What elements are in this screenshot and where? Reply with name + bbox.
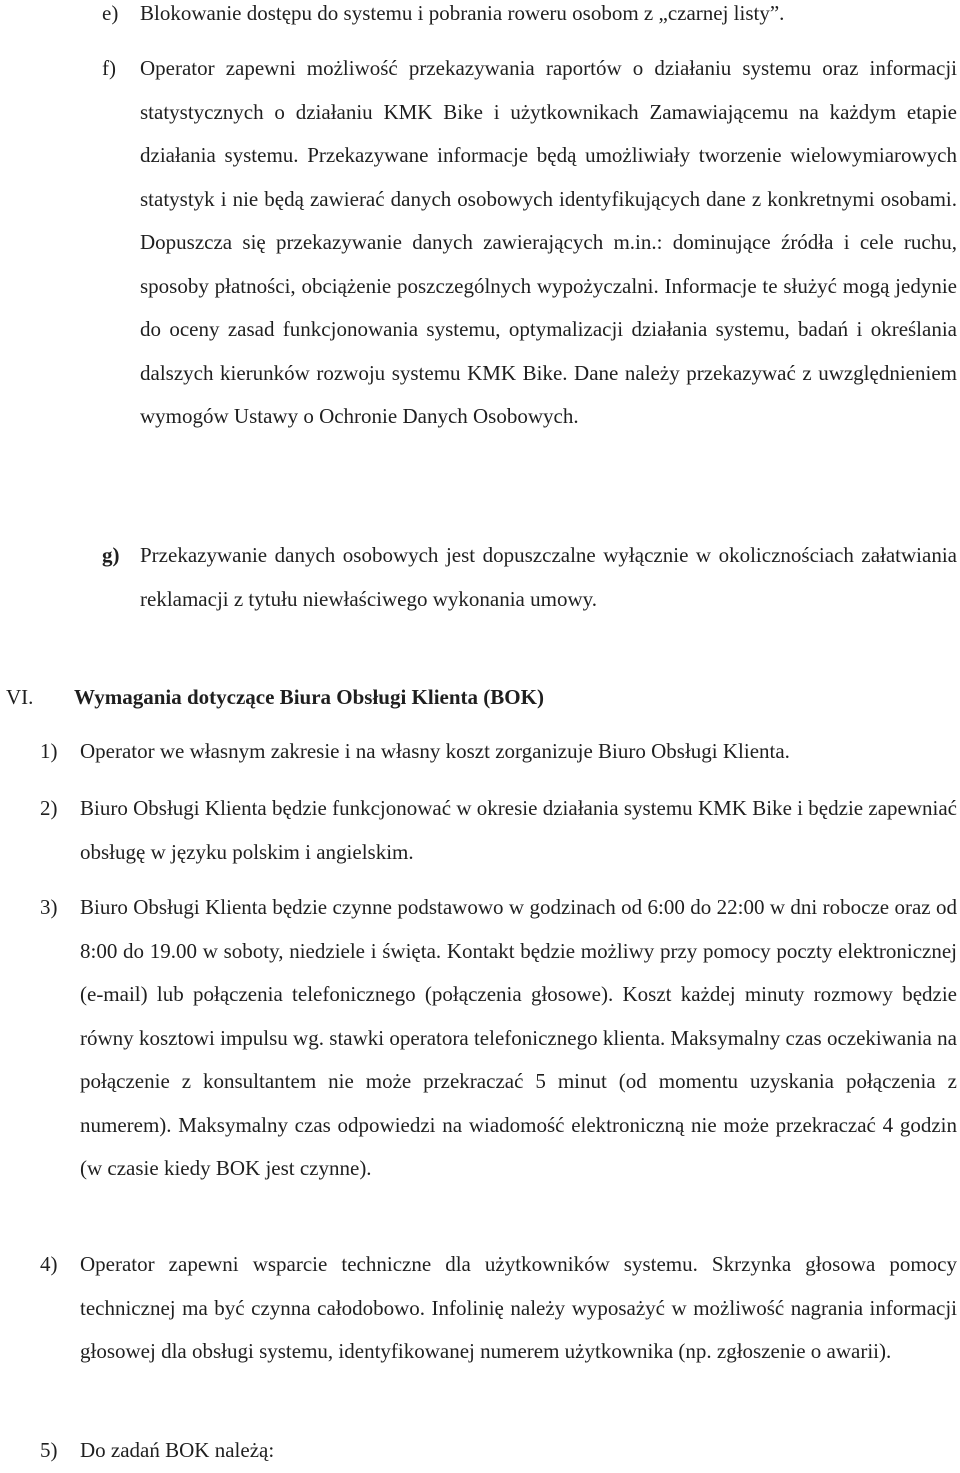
- list-item-text: Operator we własnym zakresie i na własny koszt zorganizuje Biuro Obsługi Klienta.: [80, 739, 790, 763]
- list-item-label: 1): [40, 739, 58, 763]
- list-item-label: 2): [40, 796, 58, 820]
- section-number: VI.: [6, 685, 34, 709]
- list-item-text: Biuro Obsługi Klienta będzie czynne podstawowo w godzinach od 6:00 do 22:00 w dni robocze oraz od 8:00 do 19.00 w soboty, niedziele i święta. Kontakt będzie możliwy przy pomocy poczty elektronicznej (e-mail) lub połączenia telefonicznego (połączenia głosowe). Koszt każdej minuty rozmowy będzie równy kosztowi impulsu wg. stawki operatora telefonicznego klienta. Maksymalny czas oczekiwania na połączenie z konsultantem nie może przekraczać 5 minut (od momentu uzyskania połączenia z numerem). Maksymalny czas odpowiedzi na wiadomość elektroniczną nie może przekraczać 4 godzin (w czasie kiedy BOK jest czynne).: [80, 895, 957, 1180]
- list-item-label: 3): [40, 895, 58, 919]
- list-item-label: g): [102, 543, 120, 567]
- list-item-text: Przekazywanie danych osobowych jest dopuszczalne wyłącznie w okolicznościach załatwiania reklamacji z tytułu niewłaściwego wykonania umowy.: [140, 543, 957, 611]
- list-item-text: Operator zapewni możliwość przekazywania raportów o działaniu systemu oraz informacji statystycznych o działaniu KMK Bike i użytkownikach Zamawiającemu na każdym etapie działania systemu. Przekazywane informacje będą umożliwiały tworzenie wielowymiarowych statystyk i nie będą zawierać danych osobowych identyfikujących dane z konkretnymi osobami. Dopuszcza się przekazywanie danych zawierających m.in.: dominujące źródła i cele ruchu, sposoby płatności, obciążenie poszczególnych wypożyczalni. Informacje te służyć mogą jedynie do oceny zasad funkcjonowania systemu, optymalizacji działania systemu, badań i określania dalszych kierunków rozwoju systemu KMK Bike. Dane należy przekazywać z uwzględnieniem wymogów Ustawy o Ochronie Danych Osobowych.: [140, 56, 957, 428]
- section-title: Wymagania dotyczące Biura Obsługi Klienta (BOK): [74, 685, 544, 709]
- list-item-text: Operator zapewni wsparcie techniczne dla użytkowników systemu. Skrzynka głosowa pomocy technicznej ma być czynna całodobowo. Infolinię należy wyposażyć w możliwość nagrania informacji głosowej dla obsługi systemu, identyfikowanej numerem użytkownika (np. zgłoszenie o awarii).: [80, 1252, 957, 1363]
- list-item-label: 4): [40, 1252, 58, 1276]
- list-item-label: 5): [40, 1438, 58, 1462]
- list-item-text: Do zadań BOK należą:: [80, 1438, 275, 1462]
- list-item-label: e): [102, 1, 119, 25]
- list-item-text: Blokowanie dostępu do systemu i pobrania roweru osobom z „czarnej listy”.: [140, 1, 785, 25]
- list-item-label: f): [102, 56, 116, 80]
- list-item-text: Biuro Obsługi Klienta będzie funkcjonować w okresie działania systemu KMK Bike i będzie zapewniać obsługę w języku polskim i angielskim.: [80, 796, 957, 864]
